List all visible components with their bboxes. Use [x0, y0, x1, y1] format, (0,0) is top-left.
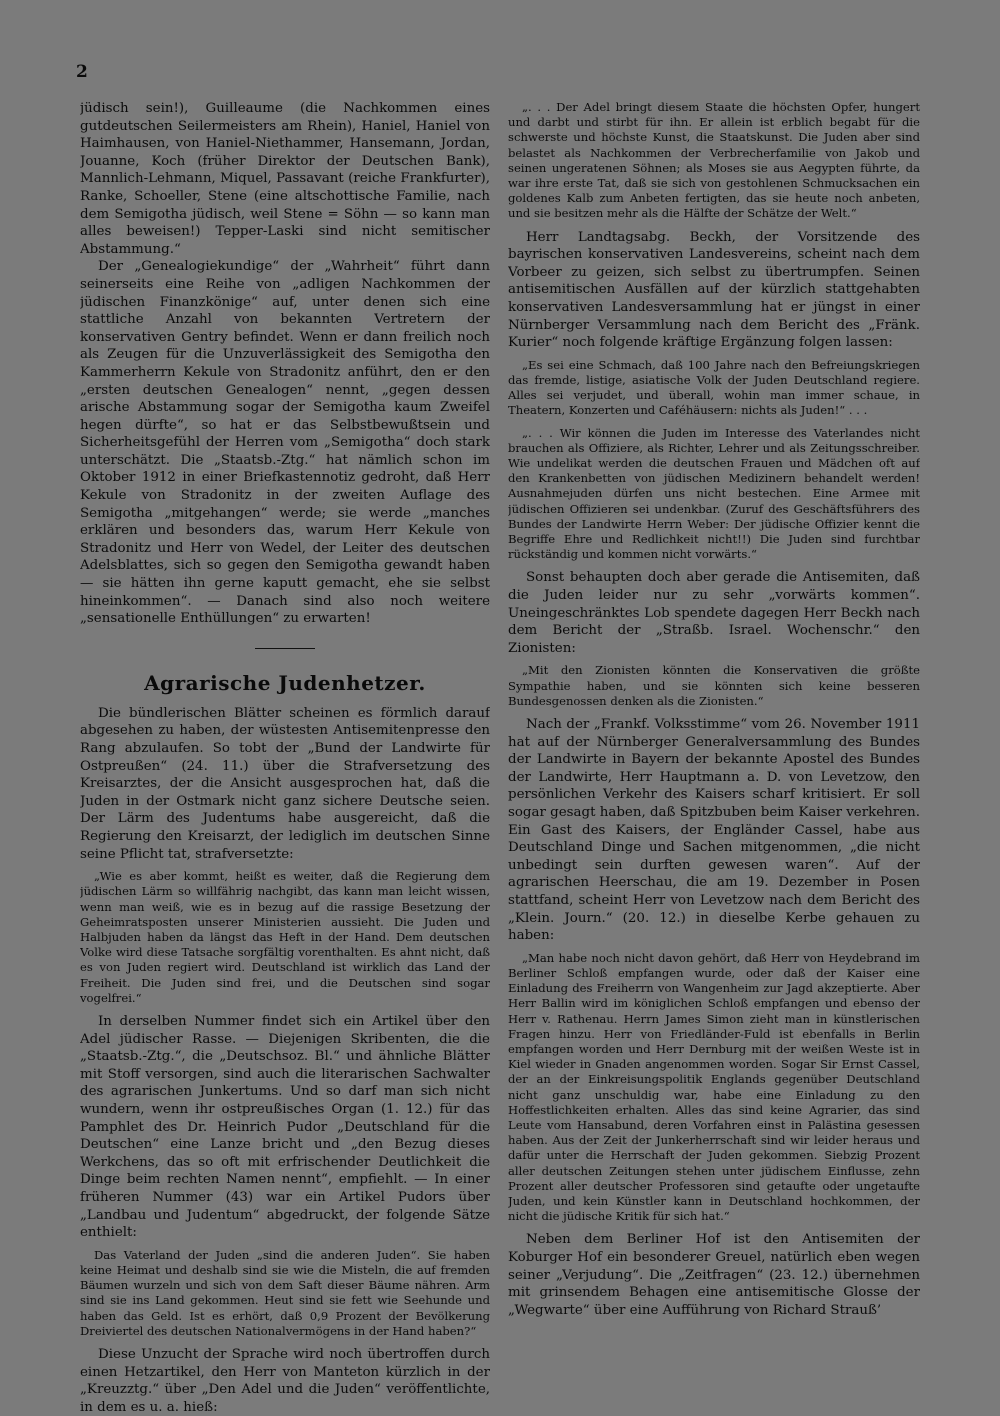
- paragraph: Neben dem Berliner Hof ist den Antisemiten der Koburger Hof ein besonderer Greuel, natürlich eben wegen seiner „Verjudung“. Die „Zeitfragen“ (23. 12.) übernehmen mit grinsendem Behagen eine antisemitische Glosse der „Wegwarte“ über eine Aufführung von Richard Strauß’: [508, 1232, 920, 1318]
- quotation: Das Vaterland der Juden „sind die anderen Juden“. Sie haben keine Heimat und deshalb sind sie wie die Misteln, die auf fremden Bäumen wurzeln und sich von dem Saft dieser Bäume nähren. Arm sind sie ins Land gekommen. Heut sind sie fett wie Seehunde und haben das Geld. Ist es erhört, daß 0,9 Prozent der Bevölkerung Dreiviertel des deutschen Nationalvermögens in der Hand haben?“: [80, 1247, 490, 1338]
- quotation: „. . . Wir können die Juden im Interesse des Vaterlandes nicht brauchen als Offiziere, als Richter, Lehrer und als Zeitungsschreiber. Wie undelikat werden die deutschen Frauen und Mädchen oft auf den Krankenbetten von jüdischen Medizinern behandelt werden! Ausnahmejuden dürfen uns nicht bestechen. Eine Armee mit jüdischen Offizieren sei undenkbar. (Zuruf des Geschäftsführers des Bundes der Landwirte Herrn Weber: Der jüdische Offizier kennt die Begriffe Ehre und Redlichkeit nicht!!) Die Juden sind furchtbar rückständig und kommen nicht vorwärts.“: [508, 425, 920, 562]
- quotation: „. . . Der Adel bringt diesem Staate die höchsten Opfer, hungert und darbt und stirbt für ihn. Er allein ist erblich begabt für die schwerste und höchste Kunst, die Staatskunst. Die Juden aber sind belastet als Nachkommen der Verbrecherfamilie von Jakob und seinen ungeratenen Söhnen; als Moses sie aus Aegypten führte, da war ihre erste Tat, daß sie sich von gestohlenen Schmucksachen ein goldenes Kalb zum Anbeten fertigten, das sie heute noch anbeten, und sie besitzen mehr als die Hälfte der Schätze der Welt.“: [508, 100, 920, 221]
- quotation: „Es sei eine Schmach, daß 100 Jahre nach den Befreiungskriegen das fremde, listige, asiatische Volk der Juden Deutschland regiere. Alles sei verjudet, und überall, wohin man immer schaue, in Theatern, Konzerten und Caféhäusern: nichts als Juden!“ . . .: [508, 357, 920, 418]
- quotation: „Mit den Zionisten könnten die Konservativen die größte Sympathie haben, und sie könnten sich keine besseren Bundesgenossen denken als die Zionisten.“: [508, 663, 920, 708]
- paragraph: Sonst behaupten doch aber gerade die Antisemiten, daß die Juden leider nur zu sehr „vorwärts kommen“. Uneingeschränktes Lob spendete dagegen Herr Beckh nach dem Bericht der „Straßb. Israel. Wochenschr.“ den Zionisten:: [508, 570, 920, 656]
- quotation: „Man habe noch nicht davon gehört, daß Herr von Heydebrand im Berliner Schloß empfangen wurde, oder daß der Kaiser eine Einladung des Freiherrn von Wangenheim zur Jagd akzeptierte. Aber Herr Ballin wird im königlichen Schloß empfangen und ebenso der Herr v. Rathenau. Herrn James Simon zieht man in künstlerischen Fragen hinzu. Herr von Friedländer-Fuld ist ebenfalls in Berlin empfangen worden und Herr Dernburg mit der weißen Weste ist in Kiel wieder in Gnaden angenommen worden. Sogar Sir Ernst Cassel, der an der Einkreisungspolitik Englands gegenüber Deutschland nicht ganz unschuldig war, habe eine Einladung zu den Hoffestlichkeiten erhalten. Alles das sind keine Agrarier, das sind Leute vom Hansabund, deren Vorfahren einst in Palästina gesessen haben. Aus der Zeit der Junkerherrschaft sind wir leider heraus und dafür unter die Herrschaft der Juden gekommen. Siebzig Prozent aller deutschen Zeitungen stehen unter jüdischem Einflusse, zehn Prozent aller deutscher Professoren sind getaufte oder ungetaufte Juden, und kein Künstler kann in Deutschland hochkommen, der nicht die jüdische Kritik für sich hat.“: [508, 950, 920, 1224]
- right-column: [508, 100, 920, 1319]
- paragraph: Die bündlerischen Blätter scheinen es förmlich darauf abgesehen zu haben, der wüstesten Antisemitenpresse den Rang abzulaufen. So tobt der „Bund der Landwirte für Ostpreußen“ (24. 11.) über die Strafversetzung des Kreisarztes, der die Ansicht ausgesprochen hat, daß die Juden in der Ostmark nicht ganz sichere Deutsche seien. Der Lärm des Judentums habe ausgereicht, daß die Regierung den Kreisarzt, der lediglich im deutschen Sinne seine Pflicht tat, strafversetzte:: [80, 705, 490, 862]
- quotation: „Wie es aber kommt, heißt es weiter, daß die Regierung dem jüdischen Lärm so willfährig nachgibt, das kann man leicht wissen, wenn man weiß, wie es in bezug auf die rassige Besetzung der Geheimratsposten unserer Ministerien aussieht. Die Juden und Halbjuden haben da längst das Heft in der Hand. Dem deutschen Volke wird diese Tatsache sorgfältig vorenthalten. Es ahnt nicht, daß es von Juden regiert wird. Deutschland ist wirklich das Land der Freiheit. Die Juden sind frei, und die Deutschen sind sogar vogelfrei.“: [80, 869, 490, 1005]
- paragraph: Der „Genealogiekundige“ der „Wahrheit“ führt dann seinerseits eine Reihe von „adligen Nachkommen der jüdischen Finanzkönige“ auf, unter denen sich eine stattliche Anzahl von bekannten Vertretern der konservativen Gentry befindet. Wenn er dann freilich noch als Zeugen für die Unzuverlässigkeit des Semigotha den Kammerherrn Kekule von Stradonitz anführt, den er den „ersten deutschen Genealogen“ nennt, „gegen dessen arische Abstammung sogar der Semigotha kaum Zweifel hegen dürfte“, so hat er das Selbstbewußtsein und Sicherheitsgefühl der Herren vom „Semigotha“ doch stark unterschätzt. Die „Staatsb.-Ztg.“ hat nämlich schon im Oktober 1912 in einer Briefkastennotiz gedroht, daß Herr Kekule von Stradonitz in der zweiten Auflage des Semigotha „mitgehangen“ werde; sie werde „manches erklären und besonders das, warum Herr Kekule von Stradonitz und Herr von Wedel, der Leiter des deutschen Adelsblattes, sich so gegen den Semigotha gewandt haben — sie hätten ihn gerne kaputt gemacht, ehe sie selbst hineinkommen“. — Danach sind also noch weitere „sensationelle Enthüllungen“ zu erwarten!: [80, 259, 490, 627]
- paragraph: Nach der „Frankf. Volksstimme“ vom 26. November 1911 hat auf der Nürnberger Generalversammlung des Bundes der Landwirte in Bayern der bekannte Apostel des Bundes der Landwirte, Herr Hauptmann a. D. von Levetzow, den persönlichen Verkehr des Kaisers scharf kritisiert. Er soll sogar gesagt haben, daß Spitzbuben beim Kaiser verkehren. Ein Gast des Kaisers, der Engländer Cassel, habe aus Deutschland Dinge und Sachen mitgenommen, „die nicht unbedingt sein durften gewesen waren“. Auf der agrarischen Heerschau, die am 19. Dezember in Posen stattfand, scheint Herr von Levetzow nach dem Bericht des „Klein. Journ.“ (20. 12.) in dieselbe Kerbe gehauen zu haben:: [508, 717, 920, 944]
- section-heading: Agrarische Judenhetzer.: [144, 670, 426, 695]
- paragraph: jüdisch sein!), Guilleaume (die Nachkommen eines gutdeutschen Seilermeisters am Rhein), Haniel, Haniel von Haimhausen, von Haniel-Niethammer, Hansemann, Jordan, Jouanne, Koch (früher Direktor der Deutschen Bank), Mannlich-Lehmann, Miquel, Passavant (reiche Frankfurter), Ranke, Schoeller, Stene (eine altschottische Familie, nach dem Semigotha jüdisch, weil Stene = Söhn — so kann man alles beweisen!) Tepper-Laski sind nicht semitischer Abstammung.“: [80, 101, 490, 257]
- paragraph: Diese Unzucht der Sprache wird noch übertroffen durch einen Hetzartikel, den Herr von Manteton kürzlich in der „Kreuzztg.“ über „Den Adel und die Juden“ veröffentlichte, in dem es u. a. hieß:: [80, 1346, 490, 1415]
- page-number: 2: [76, 62, 88, 82]
- paragraph: In derselben Nummer findet sich ein Artikel über den Adel jüdischer Rasse. — Diejenigen Skribenten, die die „Staatsb.-Ztg.“, die „Deutschsoz. Bl.“ und ähnliche Blätter mit Stoff versorgen, sind auch die literarischen Sachwalter des agrarischen Junkertums. Und so darf man sich nicht wundern, wenn ihr ostpreußisches Organ (1. 12.) für das Pamphlet des Dr. Heinrich Pudor „Deutschland für die Deutschen“ eine Lanze bricht und „den Bezug dieses Werkchens, das so oft mit erfrischender Deutlichkeit die Dinge beim rechten Namen nennt“, empfiehlt. — In einer früheren Nummer (43) war ein Artikel Pudors über „Landbau und Judentum“ abgedruckt, der folgende Sätze enthielt:: [80, 1013, 490, 1241]
- left-column: [80, 100, 490, 1416]
- paragraph: Herr Landtagsabg. Beckh, der Vorsitzende des bayrischen konservativen Landesvereins, scheint nach dem Vorbeer zu geizen, sich selbst zu übertrumpfen. Seinen antisemitischen Ausfällen auf der kürzlich stattgehabten konservativen Landesversammlung hat er jüngst in einer Nürnberger Versammlung nach dem Bericht des „Fränk. Kurier“ noch folgende kräftige Ergänzung folgen lassen:: [508, 229, 920, 351]
- section-divider: [255, 648, 315, 649]
